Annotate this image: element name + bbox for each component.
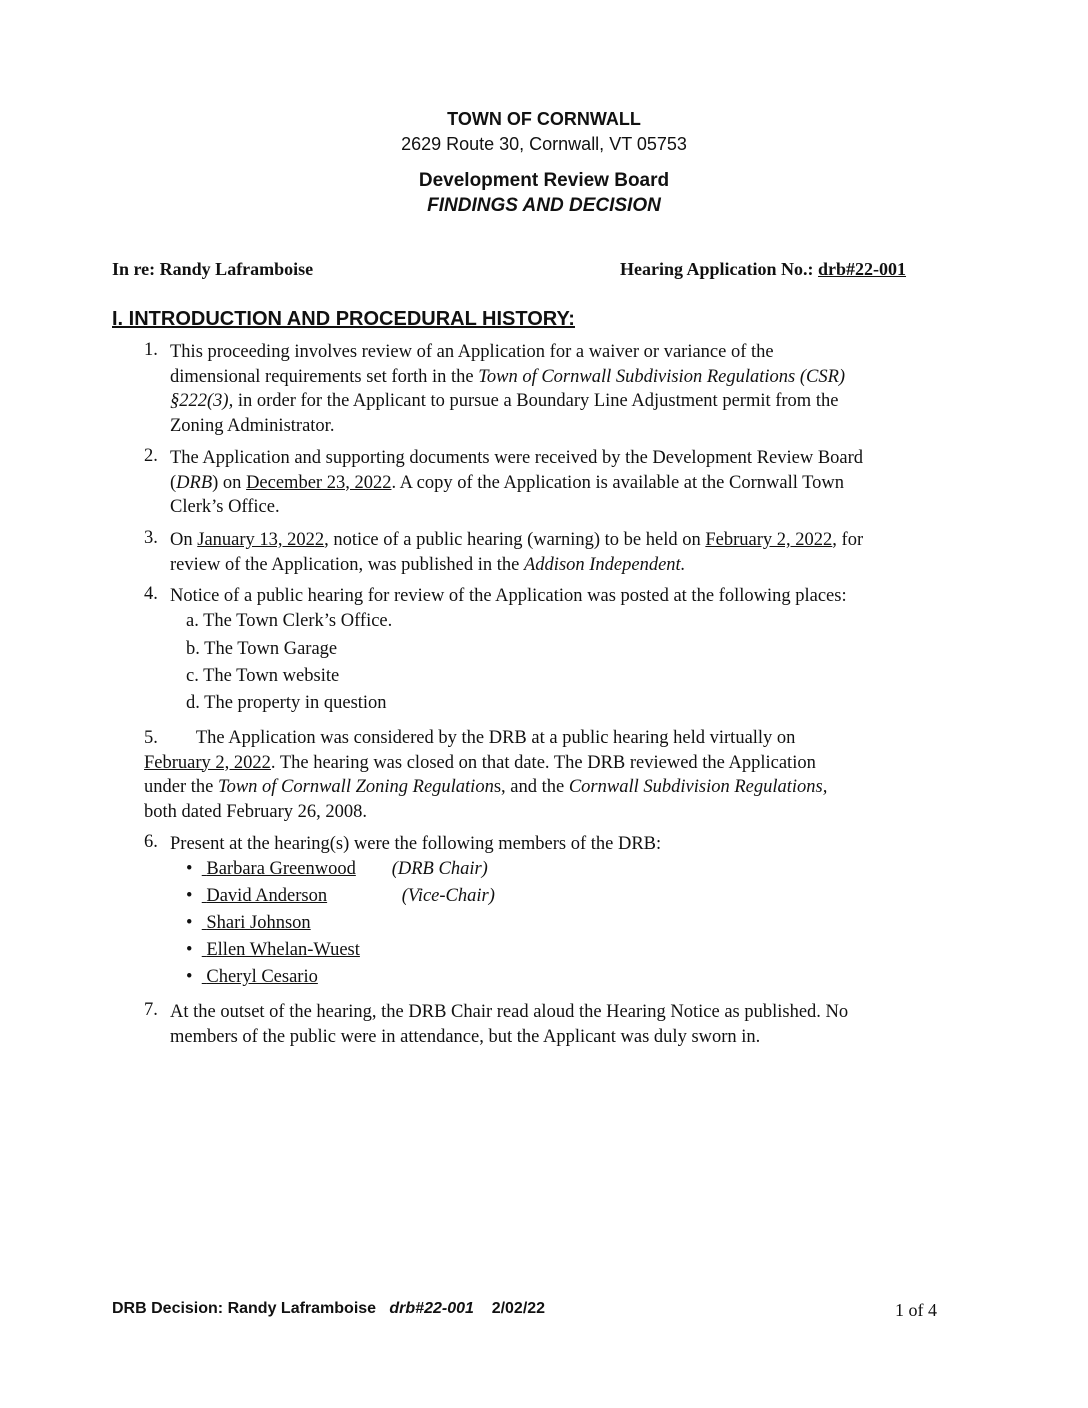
hearing-label: Hearing Application No.:	[620, 259, 814, 279]
posting-place: c. The Town website	[186, 666, 340, 686]
item-line: February 2, 2022. The hearing was closed on that date. The DRB reviewed the Application	[144, 752, 816, 773]
item-7	[170, 1000, 980, 1049]
document-type: FINDINGS AND DECISION	[427, 195, 661, 216]
posting-place: d. The property in question	[186, 693, 387, 713]
posting-place: b. The Town Garage	[186, 639, 338, 659]
member-list-item: • David Anderson (Vice-Chair)	[186, 886, 495, 906]
item-line: (DRB) on December 23, 2022. A copy of the Application is available at the Cornwall Town	[170, 472, 845, 493]
posting-place: a. The Town Clerk’s Office.	[186, 611, 393, 631]
item-line: §222(3), in order for the Applicant to pursue a Boundary Line Adjustment permit from the	[170, 391, 839, 411]
item-number: 3.	[144, 528, 158, 548]
board-name: Development Review Board	[418, 170, 670, 191]
item-line: 5. The Application was considered by the DRB at a public hearing held virtually on	[144, 728, 796, 748]
item-line: Zoning Administrator.	[170, 415, 335, 436]
member-list-item: • Ellen Whelan-Wuest	[186, 940, 360, 960]
member-list-item: • Shari Johnson	[186, 913, 311, 933]
member-list-item: • Barbara Greenwood (DRB Chair)	[186, 859, 488, 879]
item-line: members of the public were in attendance, but the Applicant was duly sworn in.	[170, 1026, 761, 1047]
hearing-application	[620, 259, 906, 280]
item-line: At the outset of the hearing, the DRB Chair read aloud the Hearing Notice as published. No	[170, 1002, 849, 1022]
item-line: Clerk’s Office.	[170, 497, 280, 517]
item-number: 1.	[144, 340, 158, 360]
footer-label: DRB Decision: Randy Laframboise drb#22-001 2/02/22	[112, 1300, 546, 1317]
town-name: TOWN OF CORNWALL	[447, 109, 641, 129]
item-line: dimensional requirements set forth in the Town of Cornwall Subdivision Regulations (CSR)	[170, 366, 846, 387]
item-1	[170, 340, 980, 438]
item-number: 2.	[144, 446, 158, 466]
page-number: 1 of 4	[895, 1300, 937, 1320]
item-5	[144, 726, 980, 824]
item-number: 7.	[144, 1000, 158, 1020]
section-title: I. INTRODUCTION AND PROCEDURAL HISTORY:	[112, 308, 575, 330]
item-line: This proceeding involves review of an Application for a waiver or variance of the	[170, 342, 774, 362]
item-line: The Application and supporting documents were received by the Development Review Board	[170, 448, 864, 468]
item-line: under the Town of Cornwall Zoning Regulations, and the Cornwall Subdivision Regulations,	[144, 777, 828, 797]
item-number: 6.	[144, 832, 158, 852]
item-line: On January 13, 2022, notice of a public hearing (warning) to be held on February 2, 2022, for	[170, 530, 864, 550]
item-3	[170, 528, 980, 577]
item-2	[170, 446, 980, 520]
item-line: review of the Application, was published in the Addison Independent.	[170, 554, 686, 575]
item-number: 4.	[144, 584, 158, 604]
item-6: Present at the hearing(s) were the following members of the DRB:	[170, 834, 662, 854]
item-4: Notice of a public hearing for review of the Application was posted at the following places:	[170, 586, 847, 606]
town-address: 2629 Route 30, Cornwall, VT 05753	[401, 134, 687, 154]
hearing-number: drb#22-001	[818, 259, 907, 279]
in-re-label: In re: Randy Laframboise	[112, 259, 314, 279]
member-list-item: • Cheryl Cesario	[186, 967, 318, 987]
item-line: both dated February 26, 2008.	[144, 801, 367, 822]
